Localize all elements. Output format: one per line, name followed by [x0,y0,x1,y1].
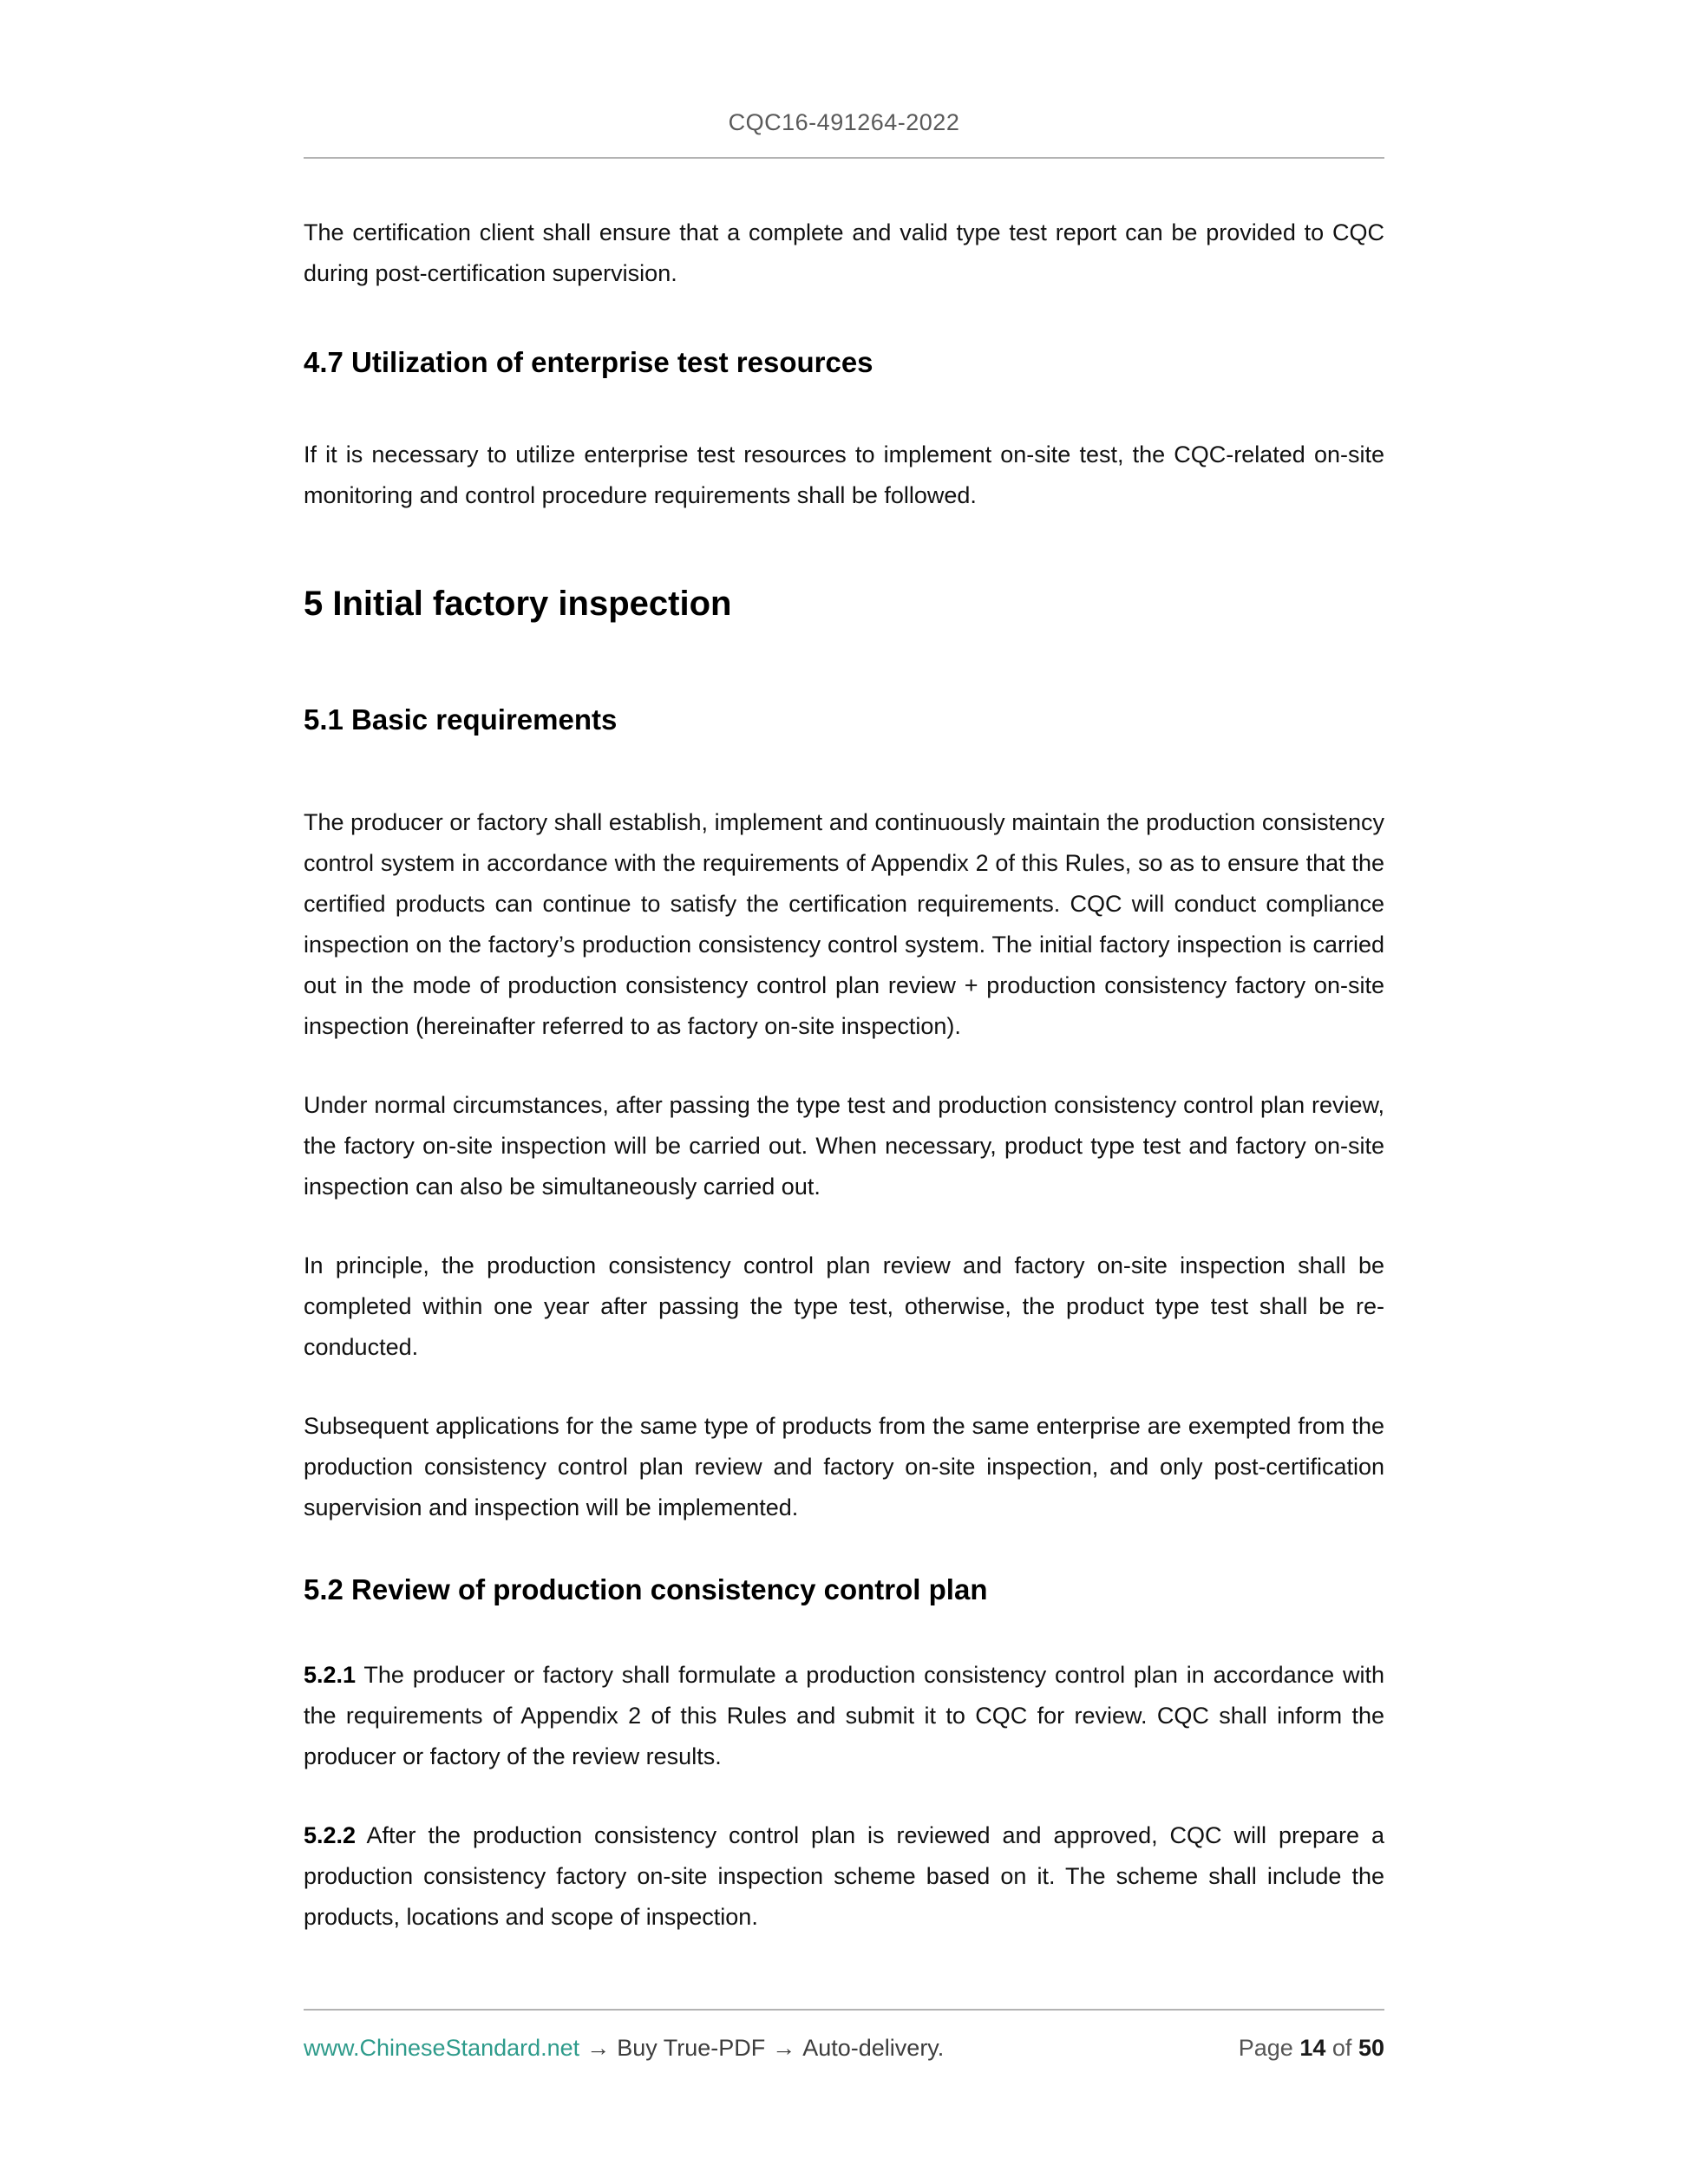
paragraph-5-1-c: In principle, the production consistency control plan review and factory on-site inspection shall be completed within one year after passing the type test, otherwise, the product type test shall be re-conducted. [304,1252,1384,1360]
paragraph-5-1-b: Under normal circumstances, after passing the type test and production consistency control plan review, the factory on-site inspection will be carried out. When necessary, product type test and factory on-site inspection can also be simultaneously carried out. [304,1091,1384,1200]
paragraph-5-1-a: The producer or factory shall establish, implement and continuously maintain the production consistency control system in accordance with the requirements of Appendix 2 of this Rules, so as to ensure that the certified products can continue to satisfy the certification requirements. CQC will conduct compliance inspection on the factory’s production consistency control system. The initial factory inspection is carried out in the mode of production consistency control plan review + production consistency factory on-site inspection (hereinafter referred to as factory on-site inspection). [304,808,1384,1039]
clause-text-5-2-1: The producer or factory shall formulate a production consistency control plan in accordance with the requirements of Appendix 2 of this Rules and submit it to CQC for review. CQC shall inform the producer or factory of the review results. [304,1661,1384,1769]
paragraph-5-2-1 [304,1655,1384,1777]
arrow-icon: → [586,2035,611,2061]
footer-site-link[interactable]: www.ChineseStandard.net [304,2035,580,2061]
current-page-number: 14 [1299,2035,1326,2061]
paragraph-4-7: If it is necessary to utilize enterprise test resources to implement on-site test, the CQC-related on-site monitoring and control procedure requirements shall be followed. [304,441,1384,508]
page-content [304,0,1384,1938]
heading-5-1: 5.1 Basic requirements [304,703,618,736]
paragraph-certification-client: The certification client shall ensure that a complete and valid type test report can be provided to CQC during post-certification supervision. [304,219,1384,286]
footer-source-line [304,2035,944,2062]
heading-5: 5 Initial factory inspection [304,584,732,623]
clause-text-5-2-2: After the production consistency control plan is reviewed and approved, CQC will prepare a production consistency factory on-site inspection scheme based on it. The scheme shall include the products, locations and scope of inspection. [304,1821,1384,1930]
paragraph-5-2-2 [304,1815,1384,1938]
footer-buy-text: Buy True-PDF [617,2035,766,2061]
clause-number-5-2-2: 5.2.2 [304,1821,357,1848]
page-label: Page [1238,2035,1293,2061]
paragraph-5-1-d: Subsequent applications for the same type of products from the same enterprise are exempted from the production consistency control plan review and factory on-site inspection, and only post-certification supervision and inspection will be implemented. [304,1412,1384,1520]
clause-number-5-2-1: 5.2.1 [304,1661,357,1688]
page-number-indicator [1239,2035,1384,2062]
of-label: of [1331,2035,1352,2061]
doc-number: CQC16-491264-2022 [728,109,960,135]
page-footer [304,2009,1384,2062]
footer-delivery-text: Auto-delivery. [802,2035,945,2061]
arrow-icon: → [772,2035,796,2061]
total-page-number: 50 [1358,2035,1384,2061]
heading-5-2: 5.2 Review of production consistency control plan [304,1573,988,1605]
heading-4-7: 4.7 Utilization of enterprise test resources [304,346,873,378]
header-divider [304,157,1384,159]
